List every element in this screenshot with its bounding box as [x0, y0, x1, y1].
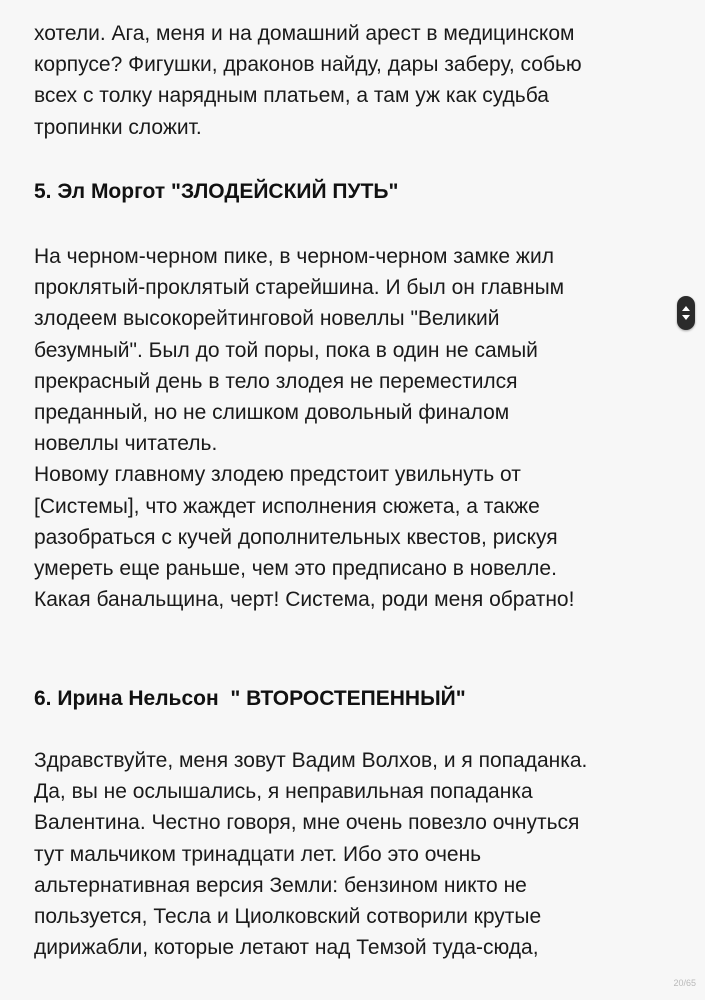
page-indicator: 20/65 — [673, 978, 696, 988]
text-line: корпусе? Фигушки, драконов найду, дары заберу, собью — [34, 53, 582, 77]
paragraph-section-5 — [34, 241, 674, 615]
fast-scroll-handle[interactable] — [677, 296, 695, 330]
text-line: Новому главному злодею предстоит увильнуть от — [34, 463, 521, 487]
text-line: На черном-черном пике, в черном-черном замке жил — [34, 245, 554, 268]
text-line: Да, вы не ослышались, я неправильная попаданка — [34, 780, 533, 804]
text-line: пользуется, Тесла и Циолковский сотворили крутые — [34, 904, 542, 928]
text-line: [Системы], что жаждет исполнения сюжета, а также — [34, 494, 540, 518]
text-line: злодеем высокорейтинговой новеллы "Великий — [34, 307, 500, 331]
text-line: разобраться с кучей дополнительных квестов, рискуя — [34, 525, 558, 549]
text-line: хотели. Ага, меня и на домашний арест в медицинском — [34, 22, 575, 45]
text-line: прекрасный день в тело злодея не переместился — [34, 369, 518, 393]
down-arrow-icon — [682, 315, 690, 320]
text-line: дирижабли, которые летают над Темзой туда-сюда, — [34, 936, 539, 960]
text-line: всех с толку нарядным платьем, а там уж как судьба — [34, 84, 549, 108]
text-line: Валентина. Честно говоря, мне очень повезло очнуться — [34, 811, 580, 835]
paragraph-section-6 — [34, 745, 674, 963]
text-line: тропинки сложит. — [34, 115, 202, 139]
up-arrow-icon — [682, 306, 690, 311]
text-line: альтернативная версия Земли: бензином никто не — [34, 873, 527, 897]
text-line: проклятый-проклятый старейшина. И был он главным — [34, 276, 565, 300]
text-line: новеллы читатель. — [34, 432, 218, 456]
text-line: Здравствуйте, меня зовут Вадим Волхов, и я попаданка. — [34, 749, 588, 772]
text-line: безумный". Был до той поры, пока в один не самый — [34, 338, 538, 362]
text-line: Какая банальщина, черт! Система, роди меня обратно! — [34, 588, 575, 612]
section-heading-6: 6. Ирина Нельсон " ВТОРОСТЕПЕННЫЙ" — [34, 687, 466, 710]
text-line: тут мальчиком тринадцати лет. Ибо это очень — [34, 842, 482, 866]
text-line: преданный, но не слишком довольный финалом — [34, 400, 510, 424]
paragraph-intro — [34, 18, 674, 143]
text-line: умереть еще раньше, чем это предписано в новелле. — [34, 556, 557, 580]
section-heading-5: 5. Эл Моргот "ЗЛОДЕЙСКИЙ ПУТЬ" — [34, 180, 399, 203]
